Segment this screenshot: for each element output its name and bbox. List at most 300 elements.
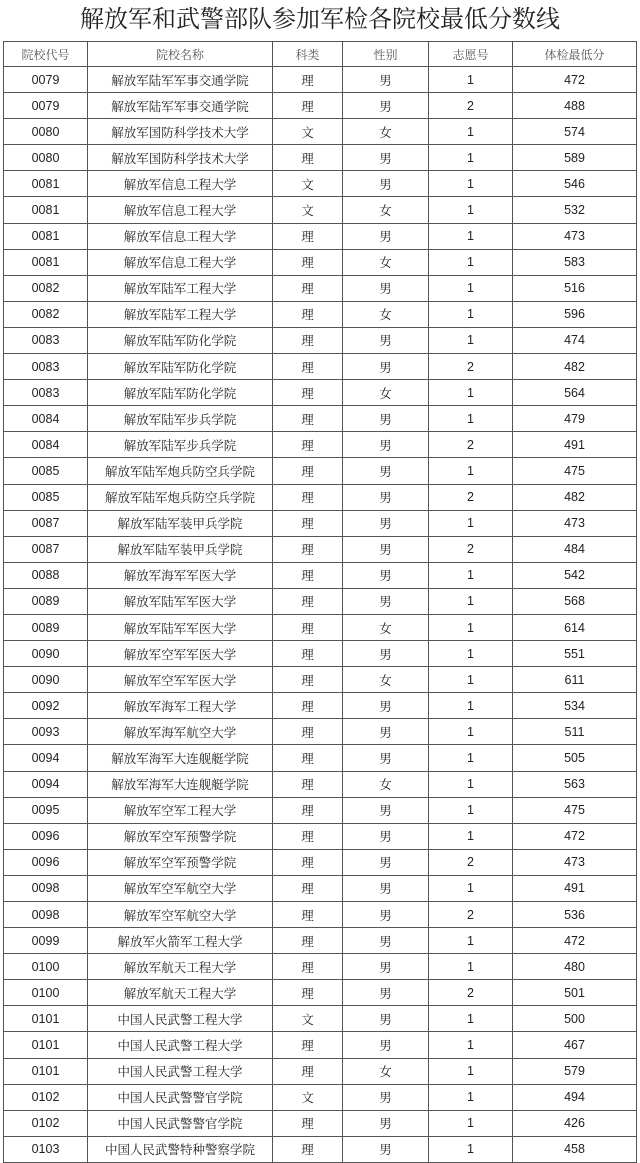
cell-subject-type: 理 — [273, 1110, 343, 1136]
cell-school-name: 中国人民武警警官学院 — [88, 1110, 273, 1136]
cell-min-score: 532 — [513, 197, 637, 223]
cell-preference-no: 1 — [429, 1136, 513, 1162]
cell-gender: 男 — [343, 1110, 429, 1136]
cell-gender: 男 — [343, 745, 429, 771]
table-body — [4, 67, 637, 1163]
cell-gender: 男 — [343, 406, 429, 432]
cell-preference-no: 1 — [429, 641, 513, 667]
cell-preference-no: 1 — [429, 875, 513, 901]
cell-subject-type: 理 — [273, 93, 343, 119]
cell-school-name: 解放军陆军军医大学 — [88, 588, 273, 614]
cell-subject-type: 文 — [273, 171, 343, 197]
cell-preference-no: 1 — [429, 275, 513, 301]
cell-school-code: 0089 — [4, 588, 88, 614]
cell-school-code: 0096 — [4, 849, 88, 875]
cell-preference-no: 2 — [429, 536, 513, 562]
header-gender: 性别 — [343, 42, 429, 67]
cell-subject-type: 理 — [273, 588, 343, 614]
cell-gender: 男 — [343, 432, 429, 458]
cell-min-score: 596 — [513, 301, 637, 327]
cell-school-name: 解放军信息工程大学 — [88, 197, 273, 223]
cell-gender: 女 — [343, 249, 429, 275]
cell-subject-type: 理 — [273, 928, 343, 954]
cell-gender: 男 — [343, 980, 429, 1006]
document-title: 解放军和武警部队参加军检各院校最低分数线 — [80, 5, 560, 33]
cell-preference-no: 1 — [429, 771, 513, 797]
table-row — [4, 432, 637, 458]
cell-school-code: 0094 — [4, 771, 88, 797]
cell-preference-no: 1 — [429, 406, 513, 432]
cell-preference-no: 1 — [429, 745, 513, 771]
cell-school-name: 解放军航天工程大学 — [88, 980, 273, 1006]
cell-gender: 男 — [343, 536, 429, 562]
cell-school-name: 解放军火箭军工程大学 — [88, 928, 273, 954]
cell-school-name: 解放军陆军步兵学院 — [88, 406, 273, 432]
header-school-name: 院校名称 — [88, 42, 273, 67]
cell-school-name: 解放军陆军工程大学 — [88, 301, 273, 327]
table-row — [4, 380, 637, 406]
table-row — [4, 875, 637, 901]
cell-school-code: 0087 — [4, 536, 88, 562]
cell-gender: 女 — [343, 614, 429, 640]
cell-min-score: 568 — [513, 588, 637, 614]
header-min-score: 体检最低分 — [513, 42, 637, 67]
cell-gender: 男 — [343, 588, 429, 614]
cell-school-name: 解放军陆军步兵学院 — [88, 432, 273, 458]
cell-min-score: 516 — [513, 275, 637, 301]
cell-subject-type: 理 — [273, 223, 343, 249]
cell-school-name: 解放军陆军装甲兵学院 — [88, 510, 273, 536]
cell-school-name: 中国人民武警工程大学 — [88, 1032, 273, 1058]
cell-school-code: 0101 — [4, 1006, 88, 1032]
cell-school-code: 0081 — [4, 171, 88, 197]
cell-gender: 男 — [343, 327, 429, 353]
cell-min-score: 542 — [513, 562, 637, 588]
table-row — [4, 354, 637, 380]
cell-subject-type: 理 — [273, 823, 343, 849]
header-row — [4, 42, 637, 67]
cell-subject-type: 理 — [273, 510, 343, 536]
cell-subject-type: 理 — [273, 980, 343, 1006]
cell-school-code: 0084 — [4, 406, 88, 432]
cell-gender: 男 — [343, 145, 429, 171]
cell-subject-type: 理 — [273, 693, 343, 719]
table-row — [4, 797, 637, 823]
table-row — [4, 1058, 637, 1084]
cell-school-name: 解放军空军预警学院 — [88, 849, 273, 875]
cell-school-code: 0081 — [4, 223, 88, 249]
cell-min-score: 551 — [513, 641, 637, 667]
cell-preference-no: 1 — [429, 928, 513, 954]
cell-subject-type: 文 — [273, 119, 343, 145]
cell-preference-no: 1 — [429, 1006, 513, 1032]
table-row — [4, 641, 637, 667]
cell-min-score: 614 — [513, 614, 637, 640]
cell-gender: 男 — [343, 510, 429, 536]
cell-gender: 男 — [343, 641, 429, 667]
cell-school-code: 0090 — [4, 667, 88, 693]
cell-subject-type: 文 — [273, 1006, 343, 1032]
cell-preference-no: 1 — [429, 223, 513, 249]
cell-gender: 男 — [343, 67, 429, 93]
cell-gender: 男 — [343, 223, 429, 249]
cell-preference-no: 1 — [429, 1032, 513, 1058]
cell-school-code: 0085 — [4, 484, 88, 510]
table-row — [4, 667, 637, 693]
cell-subject-type: 理 — [273, 327, 343, 353]
cell-subject-type: 理 — [273, 1136, 343, 1162]
table-row — [4, 484, 637, 510]
cell-school-code: 0082 — [4, 301, 88, 327]
cell-gender: 男 — [343, 1084, 429, 1110]
cell-gender: 男 — [343, 849, 429, 875]
cell-school-code: 0094 — [4, 745, 88, 771]
table-row — [4, 197, 637, 223]
cell-subject-type: 理 — [273, 145, 343, 171]
cell-min-score: 589 — [513, 145, 637, 171]
cell-min-score: 564 — [513, 380, 637, 406]
cell-school-name: 解放军海军工程大学 — [88, 693, 273, 719]
table-row — [4, 771, 637, 797]
cell-school-name: 解放军信息工程大学 — [88, 223, 273, 249]
cell-preference-no: 1 — [429, 588, 513, 614]
cell-school-code: 0102 — [4, 1084, 88, 1110]
header-subject-type: 科类 — [273, 42, 343, 67]
cell-min-score: 473 — [513, 849, 637, 875]
table-row — [4, 223, 637, 249]
cell-preference-no: 1 — [429, 693, 513, 719]
cell-school-name: 解放军陆军工程大学 — [88, 275, 273, 301]
cell-min-score: 458 — [513, 1136, 637, 1162]
cell-gender: 男 — [343, 93, 429, 119]
cell-subject-type: 理 — [273, 745, 343, 771]
cell-preference-no: 1 — [429, 1058, 513, 1084]
cell-preference-no: 1 — [429, 954, 513, 980]
cell-subject-type: 理 — [273, 875, 343, 901]
cell-subject-type: 理 — [273, 406, 343, 432]
cell-min-score: 472 — [513, 928, 637, 954]
cell-preference-no: 1 — [429, 510, 513, 536]
cell-preference-no: 1 — [429, 1110, 513, 1136]
cell-subject-type: 理 — [273, 614, 343, 640]
cell-preference-no: 1 — [429, 797, 513, 823]
cell-min-score: 536 — [513, 902, 637, 928]
cell-gender: 男 — [343, 902, 429, 928]
cell-min-score: 500 — [513, 1006, 637, 1032]
cell-gender: 男 — [343, 1006, 429, 1032]
cell-subject-type: 理 — [273, 667, 343, 693]
cell-min-score: 611 — [513, 667, 637, 693]
cell-school-code: 0080 — [4, 119, 88, 145]
cell-subject-type: 理 — [273, 432, 343, 458]
cell-gender: 男 — [343, 275, 429, 301]
cell-school-code: 0095 — [4, 797, 88, 823]
cell-subject-type: 理 — [273, 458, 343, 484]
cell-school-code: 0083 — [4, 380, 88, 406]
cell-min-score: 484 — [513, 536, 637, 562]
cell-preference-no: 1 — [429, 67, 513, 93]
cell-school-code: 0103 — [4, 1136, 88, 1162]
cell-subject-type: 理 — [273, 902, 343, 928]
cell-school-name: 解放军国防科学技术大学 — [88, 119, 273, 145]
cell-school-code: 0099 — [4, 928, 88, 954]
cell-school-code: 0101 — [4, 1058, 88, 1084]
cell-preference-no: 1 — [429, 458, 513, 484]
cell-min-score: 491 — [513, 432, 637, 458]
cell-preference-no: 1 — [429, 380, 513, 406]
cell-school-code: 0102 — [4, 1110, 88, 1136]
cell-min-score: 472 — [513, 67, 637, 93]
cell-school-name: 解放军信息工程大学 — [88, 171, 273, 197]
cell-preference-no: 1 — [429, 562, 513, 588]
table-row — [4, 588, 637, 614]
table-row — [4, 249, 637, 275]
cell-gender: 女 — [343, 380, 429, 406]
cell-school-name: 解放军陆军军事交通学院 — [88, 93, 273, 119]
cell-min-score: 583 — [513, 249, 637, 275]
cell-gender: 男 — [343, 171, 429, 197]
cell-school-name: 解放军国防科学技术大学 — [88, 145, 273, 171]
cell-preference-no: 1 — [429, 1084, 513, 1110]
cell-gender: 女 — [343, 119, 429, 145]
cell-school-code: 0079 — [4, 67, 88, 93]
cell-subject-type: 理 — [273, 641, 343, 667]
cell-preference-no: 1 — [429, 119, 513, 145]
table-row — [4, 980, 637, 1006]
table-row — [4, 1006, 637, 1032]
cell-preference-no: 1 — [429, 145, 513, 171]
table-row — [4, 1110, 637, 1136]
cell-school-name: 解放军海军军医大学 — [88, 562, 273, 588]
cell-min-score: 480 — [513, 954, 637, 980]
cell-school-name: 解放军陆军防化学院 — [88, 380, 273, 406]
cell-subject-type: 理 — [273, 849, 343, 875]
cell-min-score: 494 — [513, 1084, 637, 1110]
cell-preference-no: 1 — [429, 327, 513, 353]
cell-school-name: 解放军陆军炮兵防空兵学院 — [88, 484, 273, 510]
cell-preference-no: 2 — [429, 432, 513, 458]
cell-school-name: 解放军陆军防化学院 — [88, 354, 273, 380]
cell-school-name: 解放军海军大连舰艇学院 — [88, 771, 273, 797]
table-row — [4, 1136, 637, 1162]
cell-min-score: 467 — [513, 1032, 637, 1058]
cell-subject-type: 文 — [273, 197, 343, 223]
cell-school-code: 0090 — [4, 641, 88, 667]
cell-min-score: 473 — [513, 510, 637, 536]
cell-min-score: 574 — [513, 119, 637, 145]
cell-min-score: 475 — [513, 797, 637, 823]
cell-subject-type: 理 — [273, 797, 343, 823]
cell-subject-type: 理 — [273, 536, 343, 562]
cell-school-name: 中国人民武警特种警察学院 — [88, 1136, 273, 1162]
table-row — [4, 1032, 637, 1058]
table-row — [4, 614, 637, 640]
cell-school-code: 0080 — [4, 145, 88, 171]
cell-gender: 男 — [343, 354, 429, 380]
header-school-code: 院校代号 — [4, 42, 88, 67]
cell-min-score: 475 — [513, 458, 637, 484]
table-row — [4, 458, 637, 484]
cell-school-name: 解放军陆军装甲兵学院 — [88, 536, 273, 562]
cell-gender: 女 — [343, 1058, 429, 1084]
cell-preference-no: 2 — [429, 484, 513, 510]
cell-preference-no: 1 — [429, 667, 513, 693]
cell-school-name: 中国人民武警警官学院 — [88, 1084, 273, 1110]
cell-min-score: 505 — [513, 745, 637, 771]
table-row — [4, 536, 637, 562]
cell-min-score: 534 — [513, 693, 637, 719]
cell-subject-type: 理 — [273, 67, 343, 93]
score-table — [3, 41, 637, 1163]
cell-school-name: 解放军空军军医大学 — [88, 641, 273, 667]
cell-school-code: 0081 — [4, 197, 88, 223]
cell-preference-no: 2 — [429, 902, 513, 928]
table-row — [4, 849, 637, 875]
cell-gender: 男 — [343, 562, 429, 588]
cell-preference-no: 2 — [429, 354, 513, 380]
cell-school-name: 解放军空军工程大学 — [88, 797, 273, 823]
table-row — [4, 954, 637, 980]
cell-school-name: 解放军空军军医大学 — [88, 667, 273, 693]
cell-min-score: 579 — [513, 1058, 637, 1084]
cell-school-name: 解放军海军航空大学 — [88, 719, 273, 745]
cell-school-code: 0087 — [4, 510, 88, 536]
cell-subject-type: 理 — [273, 1058, 343, 1084]
cell-gender: 女 — [343, 197, 429, 223]
cell-preference-no: 1 — [429, 614, 513, 640]
cell-school-code: 0098 — [4, 902, 88, 928]
cell-min-score: 426 — [513, 1110, 637, 1136]
header-preference-no: 志愿号 — [429, 42, 513, 67]
cell-preference-no: 1 — [429, 823, 513, 849]
table-row — [4, 406, 637, 432]
table-row — [4, 823, 637, 849]
cell-school-code: 0093 — [4, 719, 88, 745]
cell-subject-type: 理 — [273, 484, 343, 510]
cell-school-code: 0092 — [4, 693, 88, 719]
cell-preference-no: 1 — [429, 197, 513, 223]
cell-preference-no: 1 — [429, 719, 513, 745]
cell-gender: 男 — [343, 954, 429, 980]
cell-school-code: 0098 — [4, 875, 88, 901]
cell-gender: 女 — [343, 667, 429, 693]
cell-min-score: 482 — [513, 484, 637, 510]
cell-preference-no: 1 — [429, 171, 513, 197]
cell-gender: 女 — [343, 771, 429, 797]
cell-subject-type: 理 — [273, 380, 343, 406]
cell-school-code: 0084 — [4, 432, 88, 458]
cell-school-code: 0096 — [4, 823, 88, 849]
cell-school-name: 解放军陆军军医大学 — [88, 614, 273, 640]
cell-gender: 男 — [343, 823, 429, 849]
cell-subject-type: 理 — [273, 771, 343, 797]
cell-subject-type: 文 — [273, 1084, 343, 1110]
cell-subject-type: 理 — [273, 719, 343, 745]
cell-subject-type: 理 — [273, 1032, 343, 1058]
cell-gender: 男 — [343, 797, 429, 823]
table-row — [4, 93, 637, 119]
cell-school-name: 解放军海军大连舰艇学院 — [88, 745, 273, 771]
table-row — [4, 693, 637, 719]
table-row — [4, 275, 637, 301]
cell-school-code: 0100 — [4, 980, 88, 1006]
cell-school-code: 0081 — [4, 249, 88, 275]
cell-gender: 男 — [343, 1032, 429, 1058]
table-row — [4, 301, 637, 327]
cell-min-score: 501 — [513, 980, 637, 1006]
table-row — [4, 145, 637, 171]
cell-subject-type: 理 — [273, 954, 343, 980]
cell-min-score: 472 — [513, 823, 637, 849]
cell-min-score: 482 — [513, 354, 637, 380]
cell-school-name: 解放军陆军防化学院 — [88, 327, 273, 353]
table-row — [4, 1084, 637, 1110]
table-row — [4, 327, 637, 353]
cell-gender: 女 — [343, 301, 429, 327]
cell-school-name: 解放军陆军军事交通学院 — [88, 67, 273, 93]
table-row — [4, 719, 637, 745]
cell-school-code: 0089 — [4, 614, 88, 640]
cell-gender: 男 — [343, 719, 429, 745]
cell-school-code: 0083 — [4, 327, 88, 353]
cell-min-score: 488 — [513, 93, 637, 119]
cell-min-score: 546 — [513, 171, 637, 197]
table-row — [4, 745, 637, 771]
cell-subject-type: 理 — [273, 562, 343, 588]
cell-school-code: 0088 — [4, 562, 88, 588]
cell-subject-type: 理 — [273, 301, 343, 327]
cell-school-code: 0079 — [4, 93, 88, 119]
cell-gender: 男 — [343, 875, 429, 901]
cell-school-code: 0082 — [4, 275, 88, 301]
cell-subject-type: 理 — [273, 249, 343, 275]
cell-school-name: 中国人民武警工程大学 — [88, 1058, 273, 1084]
table-row — [4, 171, 637, 197]
cell-school-name: 解放军信息工程大学 — [88, 249, 273, 275]
cell-preference-no: 2 — [429, 849, 513, 875]
cell-preference-no: 2 — [429, 93, 513, 119]
cell-preference-no: 1 — [429, 249, 513, 275]
cell-gender: 男 — [343, 458, 429, 484]
cell-min-score: 473 — [513, 223, 637, 249]
table-row — [4, 928, 637, 954]
cell-preference-no: 1 — [429, 301, 513, 327]
cell-gender: 男 — [343, 484, 429, 510]
cell-school-name: 解放军陆军炮兵防空兵学院 — [88, 458, 273, 484]
cell-school-code: 0101 — [4, 1032, 88, 1058]
cell-school-name: 解放军航天工程大学 — [88, 954, 273, 980]
cell-school-code: 0100 — [4, 954, 88, 980]
cell-school-code: 0083 — [4, 354, 88, 380]
cell-min-score: 491 — [513, 875, 637, 901]
table-row — [4, 562, 637, 588]
cell-subject-type: 理 — [273, 354, 343, 380]
cell-preference-no: 2 — [429, 980, 513, 1006]
cell-subject-type: 理 — [273, 275, 343, 301]
table-row — [4, 902, 637, 928]
cell-school-name: 解放军空军航空大学 — [88, 875, 273, 901]
cell-school-name: 解放军空军预警学院 — [88, 823, 273, 849]
cell-gender: 男 — [343, 928, 429, 954]
cell-min-score: 563 — [513, 771, 637, 797]
cell-school-name: 解放军空军航空大学 — [88, 902, 273, 928]
cell-school-code: 0085 — [4, 458, 88, 484]
cell-min-score: 474 — [513, 327, 637, 353]
cell-gender: 男 — [343, 1136, 429, 1162]
cell-min-score: 479 — [513, 406, 637, 432]
cell-gender: 男 — [343, 693, 429, 719]
table-row — [4, 119, 637, 145]
